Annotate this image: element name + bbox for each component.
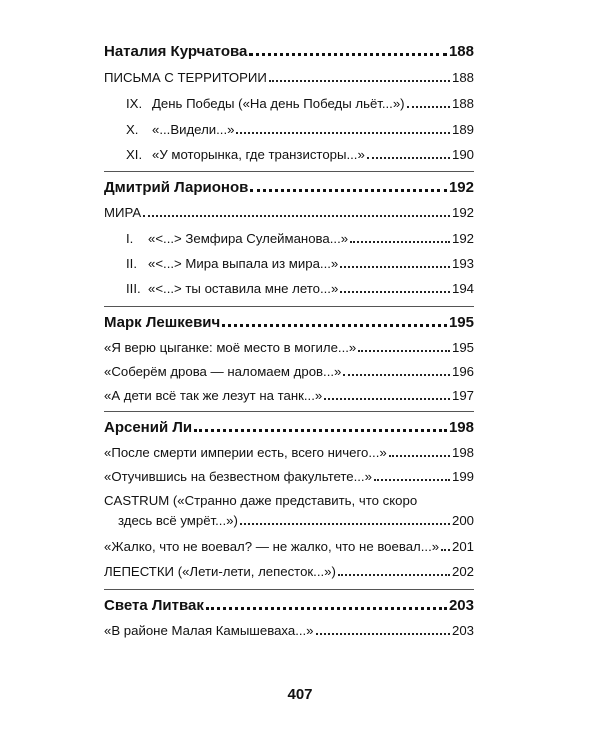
entry-title: «Я верю цыганке: моё место в могиле...» <box>104 340 357 355</box>
entry-title: «<...> Мира выпала из мира...» <box>148 256 339 271</box>
toc-entry <box>104 256 474 272</box>
entry-title: «В районе Малая Камышеваха...» <box>104 623 314 638</box>
dot-leader <box>222 323 447 327</box>
page-number: 190 <box>451 147 474 162</box>
entry-title: «<...> ты оставила мне лето...» <box>148 281 339 296</box>
toc-entry <box>104 96 474 112</box>
dot-leader <box>343 373 450 376</box>
page-number: 188 <box>448 43 474 60</box>
dot-leader <box>340 290 450 293</box>
page-number: 192 <box>451 205 474 220</box>
toc-entry <box>104 70 474 86</box>
entry-title: CASTRUM («Странно даже представить, что скоро <box>104 493 418 508</box>
page-number: 196 <box>451 364 474 379</box>
toc-entry <box>104 364 474 380</box>
dot-leader <box>324 397 450 400</box>
dot-leader <box>206 606 447 610</box>
toc-entry <box>104 445 474 461</box>
dot-leader <box>338 573 450 576</box>
section-divider <box>104 171 474 172</box>
toc-entry <box>104 147 474 163</box>
page-number: 203 <box>451 623 474 638</box>
dot-leader <box>143 214 450 217</box>
page-number: 188 <box>451 96 474 111</box>
entry-number: I. <box>126 231 134 246</box>
page-number: 198 <box>448 419 474 436</box>
section-divider <box>104 589 474 590</box>
author-name: Дмитрий Ларионов <box>104 179 249 196</box>
dot-leader <box>407 105 450 108</box>
page-number: 199 <box>451 469 474 484</box>
toc-entry <box>104 564 474 580</box>
author-heading <box>104 420 474 436</box>
dot-leader <box>250 188 447 192</box>
dot-leader <box>389 454 450 457</box>
toc-entry <box>104 623 474 639</box>
page-number: 195 <box>451 340 474 355</box>
page-number: 197 <box>451 388 474 403</box>
section-divider <box>104 411 474 412</box>
dot-leader <box>340 265 450 268</box>
entry-number: X. <box>126 122 139 137</box>
page-number: 202 <box>451 564 474 579</box>
toc-entry <box>104 469 474 485</box>
author-name: Света Литвак <box>104 597 204 614</box>
dot-leader <box>374 478 450 481</box>
page-number: 203 <box>448 597 474 614</box>
entry-title: «Соберём дрова — наломаем дров...» <box>104 364 342 379</box>
dot-leader <box>236 131 450 134</box>
author-name: Наталия Курчатова <box>104 43 248 60</box>
page-number: 193 <box>451 256 474 271</box>
author-heading <box>104 598 474 614</box>
page-number: 194 <box>451 281 474 296</box>
dot-leader <box>316 632 450 635</box>
dot-leader <box>240 522 450 525</box>
page-number: 201 <box>451 539 474 554</box>
entry-number: XI. <box>126 147 143 162</box>
toc-entry <box>104 231 474 247</box>
toc-entry <box>104 388 474 404</box>
entry-title: «Жалко, что не воевал? — не жалко, что не воевал...» <box>104 539 440 554</box>
page-number: 200 <box>451 513 474 528</box>
entry-number: III. <box>126 281 141 296</box>
dot-leader <box>194 428 447 432</box>
toc-entry <box>104 281 474 297</box>
toc-entry <box>104 340 474 356</box>
page-folio: 407 <box>287 686 313 703</box>
author-name: Арсений Ли <box>104 419 193 436</box>
toc-entry <box>104 493 474 509</box>
entry-title: «<...> Земфира Сулейманова...» <box>148 231 349 246</box>
page-number: 189 <box>451 122 474 137</box>
dot-leader <box>350 240 450 243</box>
toc-entry <box>104 122 474 138</box>
author-heading <box>104 44 474 60</box>
entry-title: «Отучившись на безвестном факультете...» <box>104 469 372 484</box>
page-number: 195 <box>448 314 474 331</box>
toc-entry-continuation <box>118 513 474 529</box>
entry-number: IX. <box>126 96 143 111</box>
page-number: 192 <box>448 179 474 196</box>
entry-title: МИРА <box>104 205 142 220</box>
toc-entry <box>104 205 474 221</box>
entry-title: ПИСЬМА С ТЕРРИТОРИИ <box>104 70 267 85</box>
entry-title-continuation: здесь всё умрёт...») <box>118 513 238 528</box>
page-number: 188 <box>451 70 474 85</box>
section-divider <box>104 306 474 307</box>
entry-title: «...Видели...» <box>152 122 235 137</box>
entry-title: «После смерти империи есть, всего ничего...» <box>104 445 387 460</box>
dot-leader <box>441 548 450 551</box>
author-name: Марк Лешкевич <box>104 314 221 331</box>
dot-leader <box>249 52 447 56</box>
author-heading <box>104 180 474 196</box>
entry-title: «А дети всё так же лезут на танк...» <box>104 388 323 403</box>
page-number: 198 <box>451 445 474 460</box>
entry-title: «У моторынка, где транзисторы...» <box>152 147 365 162</box>
toc-entry <box>104 539 474 555</box>
entry-title: День Победы («На день Победы льёт...») <box>152 96 405 111</box>
entry-title: ЛЕПЕСТКИ («Лети-лети, лепесток...») <box>104 564 336 579</box>
page-number: 192 <box>451 231 474 246</box>
author-heading <box>104 315 474 331</box>
dot-leader <box>367 156 450 159</box>
entry-number: II. <box>126 256 137 271</box>
dot-leader <box>269 79 450 82</box>
dot-leader <box>358 349 450 352</box>
